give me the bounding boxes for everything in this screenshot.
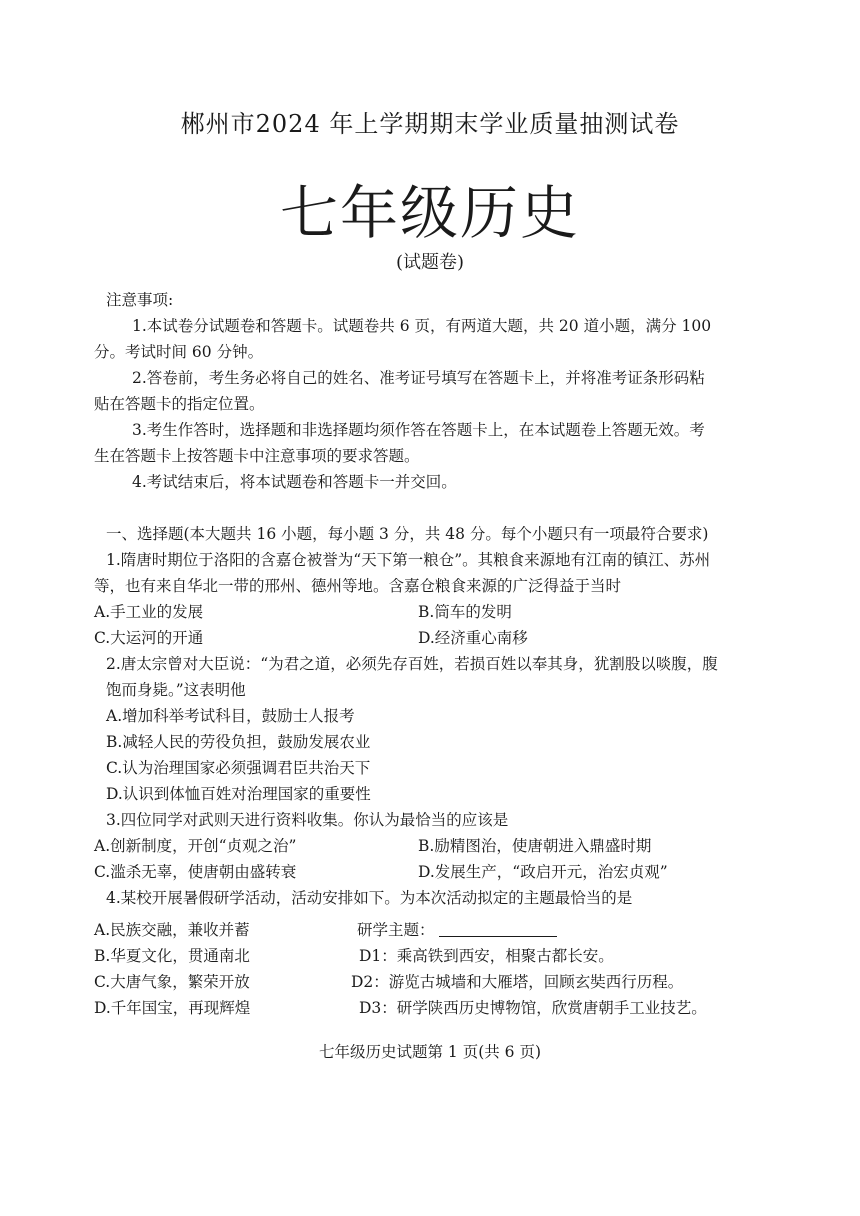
option-c: C.大运河的开通 (94, 629, 204, 647)
option-a: A.创新制度，开创“贞观之治” (94, 837, 297, 855)
question-stem: 3.四位同学对武则天进行资料收集。你认为最恰当的应该是 (106, 811, 509, 829)
notice-line: 分。考试时间 60 分钟。 (94, 343, 264, 361)
option-c: C.大唐气象，繁荣开放 (94, 973, 250, 991)
notice-line: 3.考生作答时，选择题和非选择题均须作答在答题卡上，在本试题卷上答题无效。考 (132, 421, 705, 439)
question-stem: 4.某校开展暑假研学活动，活动安排如下。为本次活动拟定的主题最恰当的是 (106, 889, 633, 907)
section-heading: 一、选择题(本大题共 16 小题，每小题 3 分，共 48 分。每个小题只有一项最符合要求) (106, 525, 709, 543)
subject-title: 七年级历史 (279, 179, 580, 247)
plan-item-d1: D1：乘高铁到西安，相聚古都长安。 (359, 947, 614, 965)
research-theme-label: 研学主题： (357, 921, 435, 939)
option-b: B.筒车的发明 (418, 603, 512, 621)
exam-title: 郴州市2024 年上学期期末学业质量抽测试卷 (180, 110, 680, 138)
option-d: D.发展生产，“政启开元，治宏贞观” (418, 863, 668, 881)
option-b: B.华夏文化，贯通南北 (94, 947, 250, 965)
question-stem: 饱而身毙。”这表明他 (106, 681, 246, 699)
option-a: A.民族交融，兼收并蓄 (94, 921, 250, 939)
plan-item-d2: D2：游览古城墙和大雁塔，回顾玄奘西行历程。 (351, 973, 684, 991)
option-c: C.滥杀无辜，使唐朝由盛转衰 (94, 863, 297, 881)
option-d: D.经济重心南移 (418, 629, 528, 647)
option-b: B.减轻人民的劳役负担，鼓励发展农业 (106, 733, 371, 751)
question-stem: 2.唐太宗曾对大臣说：“为君之道，必须先存百姓，若损百姓以奉其身，犹割股以啖腹，腹 (106, 655, 718, 673)
notice-line: 1.本试卷分试题卷和答题卡。试题卷共 6 页，有两道大题，共 20 道小题，满分 100 (132, 317, 712, 335)
notice-line: 2.答卷前，考生务必将自己的姓名、准考证号填写在答题卡上，并将准考证条形码粘 (132, 369, 705, 387)
plan-item-d3: D3：研学陕西历史博物馆，欣赏唐朝手工业技艺。 (359, 999, 707, 1017)
notice-line: 贴在答题卡的指定位置。 (94, 395, 265, 413)
paper-type: (试题卷) (395, 252, 465, 273)
option-c: C.认为治理国家必须强调君臣共治天下 (106, 759, 371, 777)
option-a: A.增加科举考试科目，鼓励士人报考 (106, 707, 355, 725)
option-d: D.千年国宝，再现辉煌 (94, 999, 251, 1017)
notice-heading: 注意事项: (106, 291, 174, 309)
page-footer: 七年级历史试题第 1 页(共 6 页) (318, 1043, 542, 1061)
question-stem: 等，也有来自华北一带的邢州、德州等地。含嘉仓粮食来源的广泛得益于当时 (94, 577, 622, 595)
option-b: B.励精图治，使唐朝进入鼎盛时期 (418, 837, 652, 855)
question-stem: 1.隋唐时期位于洛阳的含嘉仓被誉为“天下第一粮仓”。其粮食来源地有江南的镇江、苏州 (106, 551, 711, 569)
notice-line: 生在答题卡上按答题卡中注意事项的要求答题。 (94, 447, 420, 465)
research-theme-row (357, 918, 557, 940)
answer-blank (439, 922, 557, 937)
notice-line: 4.考试结束后，将本试题卷和答题卡一并交回。 (132, 473, 457, 491)
option-a: A.手工业的发展 (94, 603, 204, 621)
option-d: D.认识到体恤百姓对治理国家的重要性 (106, 785, 371, 803)
